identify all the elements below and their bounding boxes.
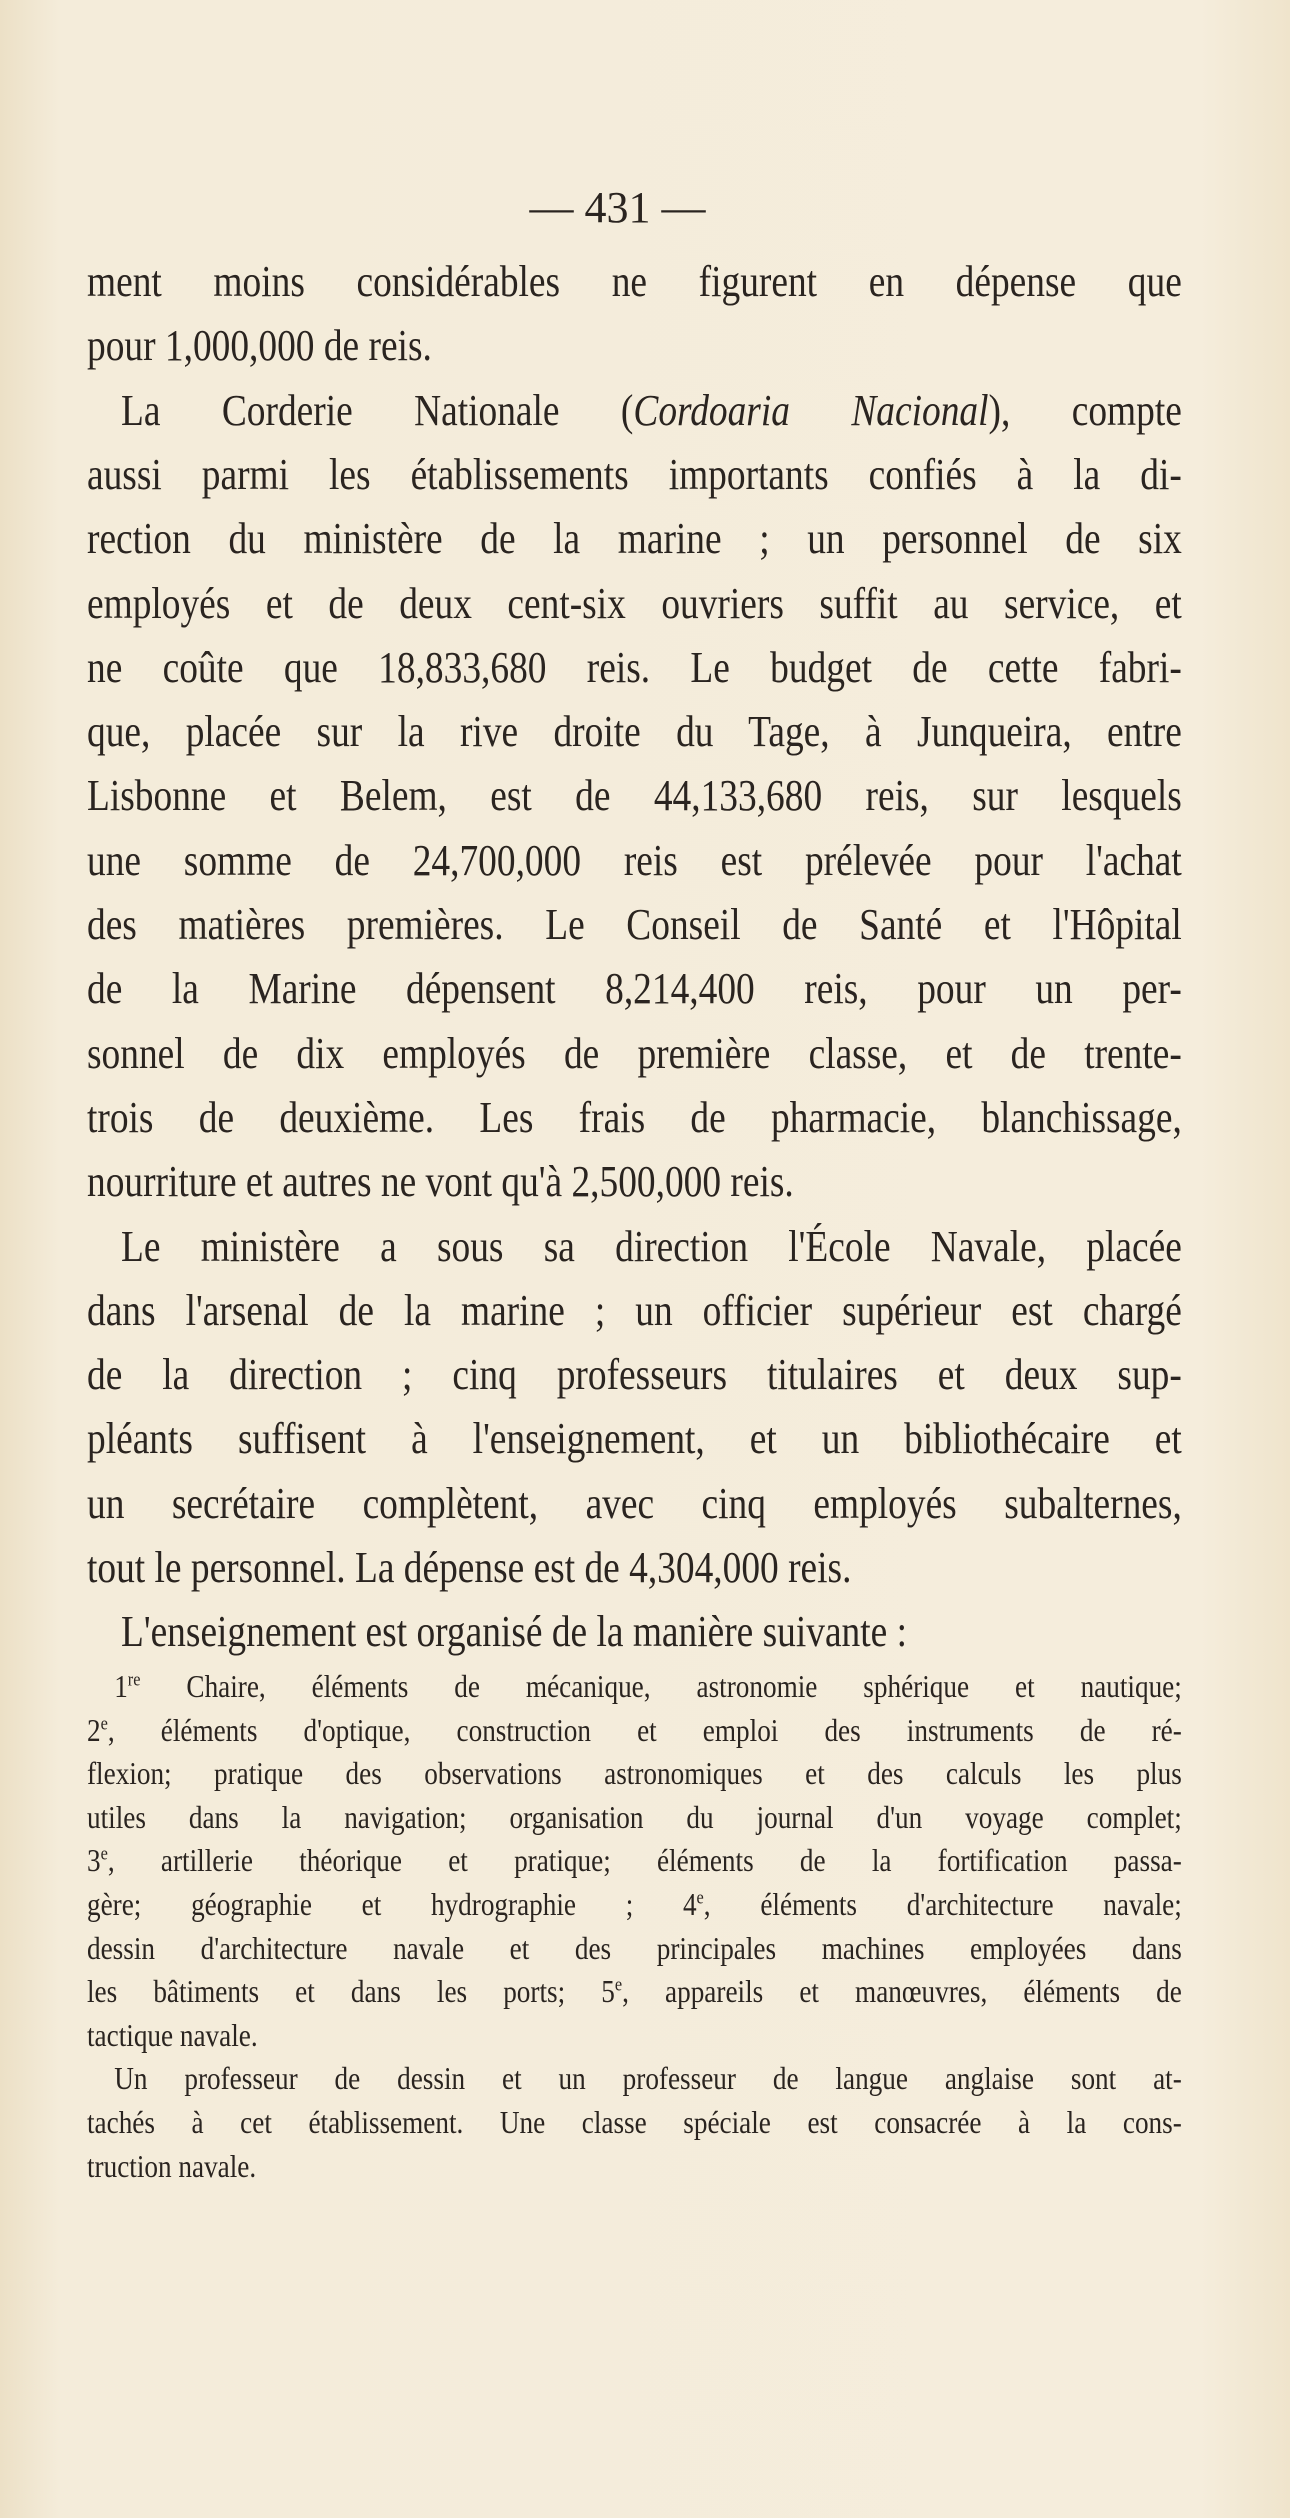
text-line [87, 1751, 1182, 1795]
superscript: re [127, 1669, 141, 1691]
text-line [87, 1279, 1182, 1343]
text-run: les bâtiments et dans les ports; 5 [87, 1973, 615, 2010]
text-line [87, 1600, 1182, 1664]
text-line [87, 572, 1182, 636]
text-run: truction navale. [87, 2147, 257, 2184]
text-run: une somme de 24,700,000 reis est prélevée pour l'achat [87, 835, 1182, 885]
superscript: e [614, 1974, 623, 1996]
text-line [87, 1086, 1182, 1150]
text-run: pléants suffisent à l'enseignement, et un bibliothécaire et [87, 1414, 1182, 1464]
text-run: tactique navale. [87, 2016, 258, 2053]
text-run: tachés à cet établissement. Une classe spéciale est consacrée à la cons- [87, 2104, 1182, 2140]
text-line [87, 1407, 1182, 1471]
text-run: , artillerie théorique et pratique; éléments de la fortification passa- [107, 1842, 1182, 1879]
text-run: utiles dans la navigation; organisation du journal d'un voyage complet; [87, 1798, 1182, 1835]
text-line [87, 250, 1182, 314]
text-line [87, 1795, 1182, 1839]
text-line [87, 2144, 1182, 2188]
text-run: dessin d'architecture navale et des principales machines employées dans [87, 1929, 1182, 1966]
superscript: e [100, 1843, 108, 1865]
text-line [87, 1150, 1182, 1214]
text-line [87, 700, 1182, 764]
text-line [87, 1882, 1182, 1926]
text-line [87, 1343, 1182, 1407]
text-line [87, 1536, 1182, 1600]
text-line [87, 2013, 1182, 2057]
text-run: , éléments d'architecture navale; [703, 1886, 1182, 1922]
text-run: Lisbonne et Belem, est de 44,133,680 reis, sur lesquels [87, 771, 1182, 821]
text-line [87, 1664, 1182, 1708]
text-run: trois de deuxième. Les frais de pharmacie, blanchissage, [87, 1092, 1182, 1142]
text-run: Un professeur de dessin et un professeur de langue anglaise sont at- [114, 2060, 1182, 2097]
superscript: e [696, 1887, 704, 1909]
text-run: nourriture et autres ne vont qu'à 2,500,000 reis. [87, 1157, 794, 1207]
text-line [87, 2100, 1182, 2144]
text-line [87, 507, 1182, 571]
text-run: des matières premières. Le Conseil de Santé et l'Hôpital [87, 900, 1182, 949]
text-line [87, 1022, 1182, 1086]
text-line [87, 636, 1182, 700]
page-number: — 431 — [529, 183, 706, 232]
text-line [87, 1215, 1182, 1279]
text-run: ), compte [988, 385, 1182, 435]
text-run: de la direction ; cinq professeurs titulaires et deux sup- [87, 1350, 1182, 1400]
text-run: L'enseignement est organisé de la manière suivante : [121, 1607, 907, 1657]
text-line [87, 1926, 1182, 1970]
text-line [87, 1838, 1182, 1882]
text-run: , éléments d'optique, construction et emploi des instruments de ré- [107, 1711, 1182, 1748]
text-line [87, 314, 1182, 378]
text-line [87, 764, 1182, 828]
text-run: rection du ministère de la marine ; un personnel de six [87, 514, 1182, 564]
text-line [87, 893, 1182, 957]
text-run: flexion; pratique des observations astronomiques et des calculs les plus [87, 1755, 1182, 1792]
text-line [87, 957, 1182, 1021]
text-run: aussi parmi les établissements importants confiés à la di- [87, 449, 1182, 499]
text-line [87, 1708, 1182, 1752]
text-line [87, 1472, 1182, 1536]
italic-text: Cordoaria Nacional [633, 385, 989, 435]
text-run: , appareils et manœuvres, éléments de [622, 1973, 1182, 2010]
text-line [87, 1969, 1182, 2013]
text-line [87, 379, 1182, 443]
text-run: gère; géographie et hydrographie ; 4 [87, 1886, 697, 1922]
text-run: dans l'arsenal de la marine ; un officier supérieur est chargé [87, 1285, 1182, 1335]
text-run: La Corderie Nationale ( [121, 385, 634, 435]
text-run: Chaire, éléments de mécanique, astronomie sphérique et nautique; [140, 1668, 1182, 1704]
text-run: pour 1,000,000 de reis. [87, 321, 432, 371]
text-run: 1 [114, 1668, 128, 1704]
text-run: 3 [87, 1842, 101, 1879]
text-run: que, placée sur la rive droite du Tage, à Junqueira, entre [87, 707, 1182, 757]
text-run: Le ministère a sous sa direction l'École Navale, placée [121, 1221, 1182, 1271]
text-run: 2 [87, 1711, 101, 1748]
text-run: employés et de deux cent-six ouvriers suffit au service, et [87, 578, 1182, 628]
superscript: e [100, 1713, 108, 1735]
text-run: de la Marine dépensent 8,214,400 reis, pour un per- [87, 964, 1182, 1014]
text-run: ne coûte que 18,833,680 reis. Le budget de cette fabri- [87, 642, 1182, 692]
text-run: tout le personnel. La dépense est de 4,304,000 reis. [87, 1543, 852, 1592]
text-line [87, 829, 1182, 893]
text-run: un secrétaire complètent, avec cinq employés subalternes, [87, 1478, 1182, 1528]
text-run: ment moins considérables ne figurent en dépense que [87, 257, 1182, 306]
text-run: sonnel de dix employés de première classe, et de trente- [87, 1028, 1182, 1078]
text-line [87, 443, 1182, 507]
text-line [87, 2056, 1182, 2100]
